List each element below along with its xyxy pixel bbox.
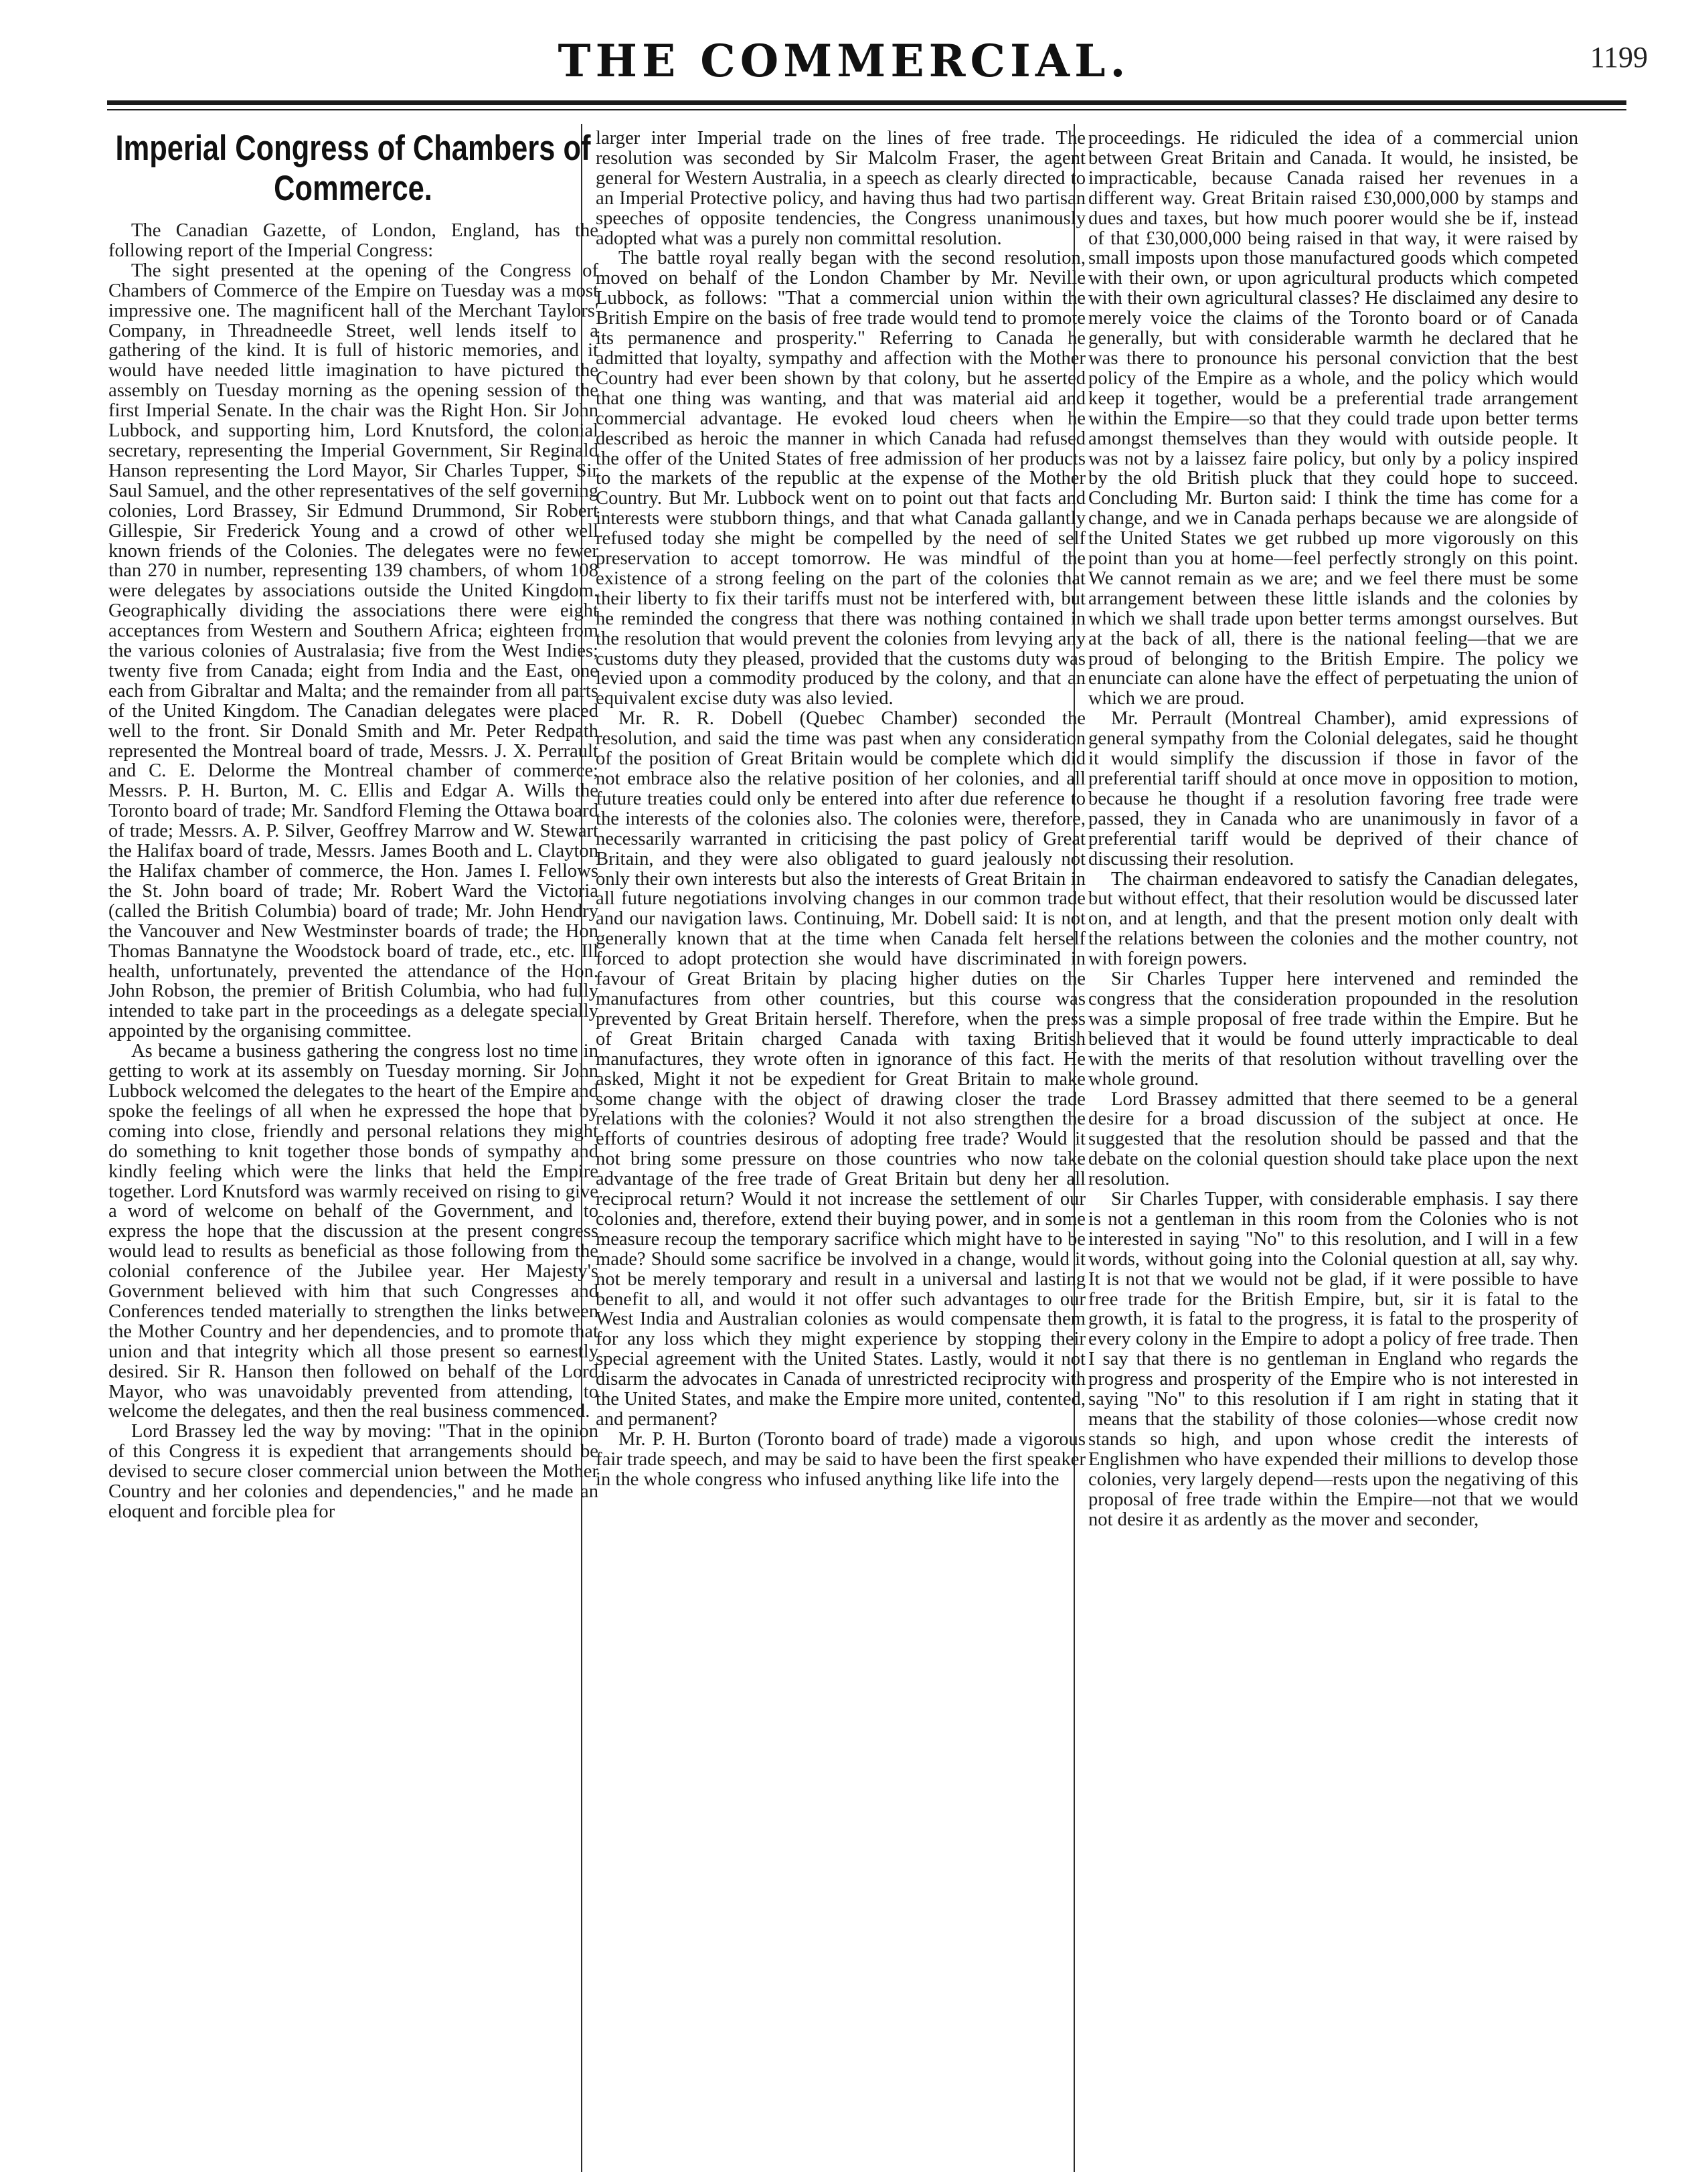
- article-column-2: [596, 129, 1086, 2173]
- article-paragraph: larger inter Imperial trade on the lines of free trade. The resolution was seconded by Sir Malcolm Fraser, the agent general for Western Australia, in a speech as clearly directed to an Imperial Protective policy, and having thus had two partisan speeches of opposite tendencies, the Congress unanimously adopted what was a purely non committal resolution.: [596, 129, 1086, 249]
- page-number: 1199: [1590, 41, 1648, 74]
- article-paragraph: Lord Brassey led the way by moving: "That in the opinion of this Congress it is expedient that arrangements should be devised to secure closer commercial union between the Mother Country and her colonies and dependencies," and he made an eloquent and forcible plea for: [108, 1421, 598, 1522]
- article-paragraph: The sight presented at the opening of the Congress of Chambers of Commerce of the Empire on Tuesday was a most impressive one. The magnificent hall of the Merchant Taylors' Company, in Threadneedle Street, well lends itself to a gathering of the kind. It is full of historic memories, and it would have needed little imagination to have pictured the assembly on Tuesday morning as the opening session of the first Imperial Senate. In the chair was the Right Hon. Sir John Lubbock, and supporting him, Lord Knutsford, the colonial secretary, representing the Imperial Government, Sir Reginald Hanson representing the Lord Mayor, Sir Charles Tupper, Sir Saul Samuel, and the other representatives of the self governing colonies, Lord Brassey, Sir Edmund Drummond, Sir Robert Gillespie, Sir Frederick Young and a crowd of other well known friends of the Colonies. The delegates were no fewer than 270 in number, representing 139 chambers, of whom 108 were delegates by associations outside the United Kingdom. Geographically dividing the associations there were eight acceptances from Western and Southern Africa; eighteen from the various colonies of Australasia; five from the West Indies; twenty five from Canada; eight from India and the East, one each from Gibraltar and Malta; and the remainder from all parts of the United Kingdom. The Canadian delegates were placed well to the front. Sir Donald Smith and Mr. Peter Redpath represented the Montreal board of trade, Messrs. J. X. Perrault and C. E. Delorme the Montreal chamber of commerce; Messrs. P. H. Burton, M. C. Ellis and Edgar A. Wills the Toronto board of trade; Mr. Sandford Fleming the Ottawa board of trade; Messrs. A. P. Silver, Geoffrey Marrow and W. Stewart the Halifax board of trade, Messrs. James Booth and L. Clayton the Halifax chamber of commerce, the Hon. James I. Fellows the St. John board of trade; Mr. Robert Ward the Victoria (called the British Columbia) board of trade; Mr. John Hendry the Vancouver and New Westminster boards of trade; the Hon Thomas Bannatyne the Woodstock board of trade, etc., etc. Ill health, unfortunately, prevented the attendance of the Hon. John Robson, the premier of British Columbia, who had fully intended to take part in the proceedings as a delegate specially appointed by the organising committee.: [108, 260, 598, 1042]
- masthead-title: THE COMMERCIAL.: [558, 35, 1130, 87]
- article-paragraph: Mr. R. R. Dobell (Quebec Chamber) seconded the resolution, and said the time was past when any consideration of the position of Great Britain would be complete which did not embrace also the relative position of her colonies, and all future treaties could only be entered into after due reference to the interests of the colonies also. The colonies were, therefore, necessarily warranted in criticising the past policy of Great Britain, and they were also obligated to guard jealously not only their own interests but also the interests of Great Britain in all future negotiations involving changes in our common trade and our navigation laws. Continuing, Mr. Dobell said: It is not generally known that at the time when Canada felt herself forced to adopt protection she would have discriminated in favour of Great Britain by placing higher duties on the manufactures from other countries, but this course was prevented by Great Britain herself. Therefore, when the press of Great Britain charged Canada with taxing British manufactures, they wrote often in ignorance of this fact. He asked, Might it not be expedient for Great Britain to make some change with the object of drawing closer the trade relations with the colonies? Would it not also strengthen the efforts of countries desirous of adopting free trade? Would it not bring some pressure on those countries who now take advantage of the free trade of Great Britain but deny her all reciprocal return? Would it not increase the settlement of our colonies and, therefore, extend their buying power, and in some measure recoup the temporary sacrifice which might have to be made? Should some sacrifice be involved in a change, would it not be merely temporary and result in a universal and lasting benefit to all, and would it not offer such advantages to our West India and Australian colonies as would compensate them for any loss which they might experience by stopping their special agreement with the United States. Lastly, would it not disarm the advocates in Canada of unrestricted reciprocity with the United States, and make the Empire more united, contented, and permanent?: [596, 708, 1086, 1430]
- article-paragraph: Mr. P. H. Burton (Toronto board of trade) made a vigorous fair trade speech, and may be said to have been the first speaker in the whole congress who infused anything like life into the: [596, 1428, 1086, 1490]
- article-column-3: [1088, 129, 1578, 2173]
- article-paragraph: The battle royal really began with the second resolution, moved on behalf of the London Chamber by Mr. Neville Lubbock, as follows: "That a commercial union within the British Empire on the basis of free trade would tend to promote its permanence and prosperity." Referring to Canada he admitted that loyalty, sympathy and affection with the Mother Country had ever been shown by that colony, but he asserted that one thing was wanting, and that was material aid and commercial advantage. He evoked loud cheers when he described as heroic the manner in which Canada had refused the offer of the United States of free admission of her products to the markets of the republic at the expense of the Mother Country. But Mr. Lubbock went on to point out that facts and interests were stubborn things, and that what Canada gallantly refused today she might be compelled by the need of self preservation to accept tomorrow. He was mindful of the existence of a strong feeling on the part of the colonies that their liberty to fix their tariffs must not be interfered with, but he reminded the congress that there was nothing contained in the resolution that would prevent the colonies from levying any customs duty they pleased, provided that the customs duty was levied upon a commodity produced by the colony, and that an equivalent excise duty was also levied.: [596, 248, 1086, 709]
- article-column-1: [108, 129, 598, 2173]
- article-paragraph: The chairman endeavored to satisfy the Canadian delegates, but without effect, that their resolution would be discussed later on, and at length, and that the present motion only dealt with the relations between the colonies and the mother country, not with foreign powers.: [1088, 868, 1578, 970]
- article-paragraph: Mr. Perrault (Montreal Chamber), amid expressions of general sympathy from the Colonial delegates, said he thought it would simplify the discussion if those in favor of the preferential tariff should at once move in opposition to motion, because he thought if a resolution favoring free trade were passed, they in Canada who are unanimously in favor of a preferential tariff would be deprived of their chance of discussing their resolution.: [1088, 708, 1578, 869]
- article-paragraph: The Canadian Gazette, of London, England, has the following report of the Imperial Congress:: [108, 220, 598, 261]
- article-paragraph: Sir Charles Tupper here intervened and reminded the congress that the consideration propounded in the resolution was a simple proposal of free trade within the Empire. But he believed that it would be found utterly impracticable to deal with the merits of that resolution without travelling over the whole ground.: [1088, 969, 1578, 1090]
- article-paragraph: As became a business gathering the congress lost no time in getting to work at its assembly on Tuesday morning. Sir John Lubbock welcomed the delegates to the heart of the Empire and spoke the feelings of all when he expressed the hope that by coming into close, friendly and personal relations they might do something to knit together those bonds of sympathy and kindly feeling which were the links that held the Empire together. Lord Knutsford was warmly received on rising to give a word of welcome on behalf of the Government, and to express the hope that the discussion at the present congress would lead to results as beneficial as those following from the colonial conference of the Jubilee year. Her Majesty's Government believed with him that such Congresses and Conferences tended materially to strengthen the links between the Mother Country and her dependencies, and to promote that union and that integrity which all those present so earnestly desired. Sir R. Hanson then followed on behalf of the Lord Mayor, who was unavoidably prevented from attending, to welcome the delegates, and then the real business commenced.: [108, 1041, 598, 1422]
- masthead-rule-thin: [107, 109, 1626, 110]
- article-paragraph: Lord Brassey admitted that there seemed to be a general desire for a broad discussion of the subject at once. He suggested that the resolution should be passed and that the debate on the colonial question should take place upon the next resolution.: [1088, 1088, 1578, 1190]
- masthead-rule-thick: [107, 100, 1626, 105]
- article-headline: Imperial Congress of Chambers of Commerce.: [115, 129, 591, 208]
- article-paragraph: Sir Charles Tupper, with considerable emphasis. I say there is not a gentleman in this room from the Colonies who is not interested in saying "No" to this resolution, and I will in a few words, without going into the Colonial question at all, say why. It is not that we would not be glad, if it were possible to have free trade for the British Empire, but, sir it is fatal to the growth, it is fatal to the progress, it is fatal to the prosperity of every colony in the Empire to adopt a policy of free trade. Then I say that there is no gentleman in England who regards the progress and prosperity of the Empire who is not interested in saying "No" to this resolution if I am right in stating that it means that the stability of those colonies—whose credit now stands so high, and upon whose credit the interests of Englishmen who have expended their millions to develop those colonies, very largely depend—rests upon the negativing of this proposal of free trade within the Empire—not that we would not desire it as ardently as the mover and seconder,: [1088, 1189, 1578, 1530]
- article-paragraph: proceedings. He ridiculed the idea of a commercial union between Great Britain and Canada. It would, he insisted, be impracticable, because Canada raised her revenues in a different way. Great Britain raised £30,000,000 by stamps and dues and taxes, but how much poorer would she be if, instead of that £30,000,000 being raised in that way, it were raised by small imposts upon those manufactured goods which competed with their own, or upon agricultural products which competed with their own agricultural classes? He disclaimed any desire to merely voice the claims of the Toronto board or of Canada generally, but with considerable warmth he declared that he was there to pronounce his personal conviction that the best policy of the Empire as a whole, and the policy which would keep it together, would be a preferential trade arrangement within the Empire—so that they could trade upon better terms amongst themselves than they would with outside people. It was not by a laissez faire policy, but only by a policy inspired by the old British pluck that they could hope to succeed. Concluding Mr. Burton said: I think the time has come for a change, and we in Canada perhaps because we are alongside of the United States we get rubbed up more vigorously on this point than you at home—feel perfectly strongly on this point. We cannot remain as we are; and we feel there must be some arrangement between these little islands and the colonies by which we shall trade upon better terms amongst ourselves. But at the back of all, there is the national feeling—that we are proud of belonging to the British Empire. The policy we enunciate can alone have the effect of perpetuating the union of which we are proud.: [1088, 129, 1578, 709]
